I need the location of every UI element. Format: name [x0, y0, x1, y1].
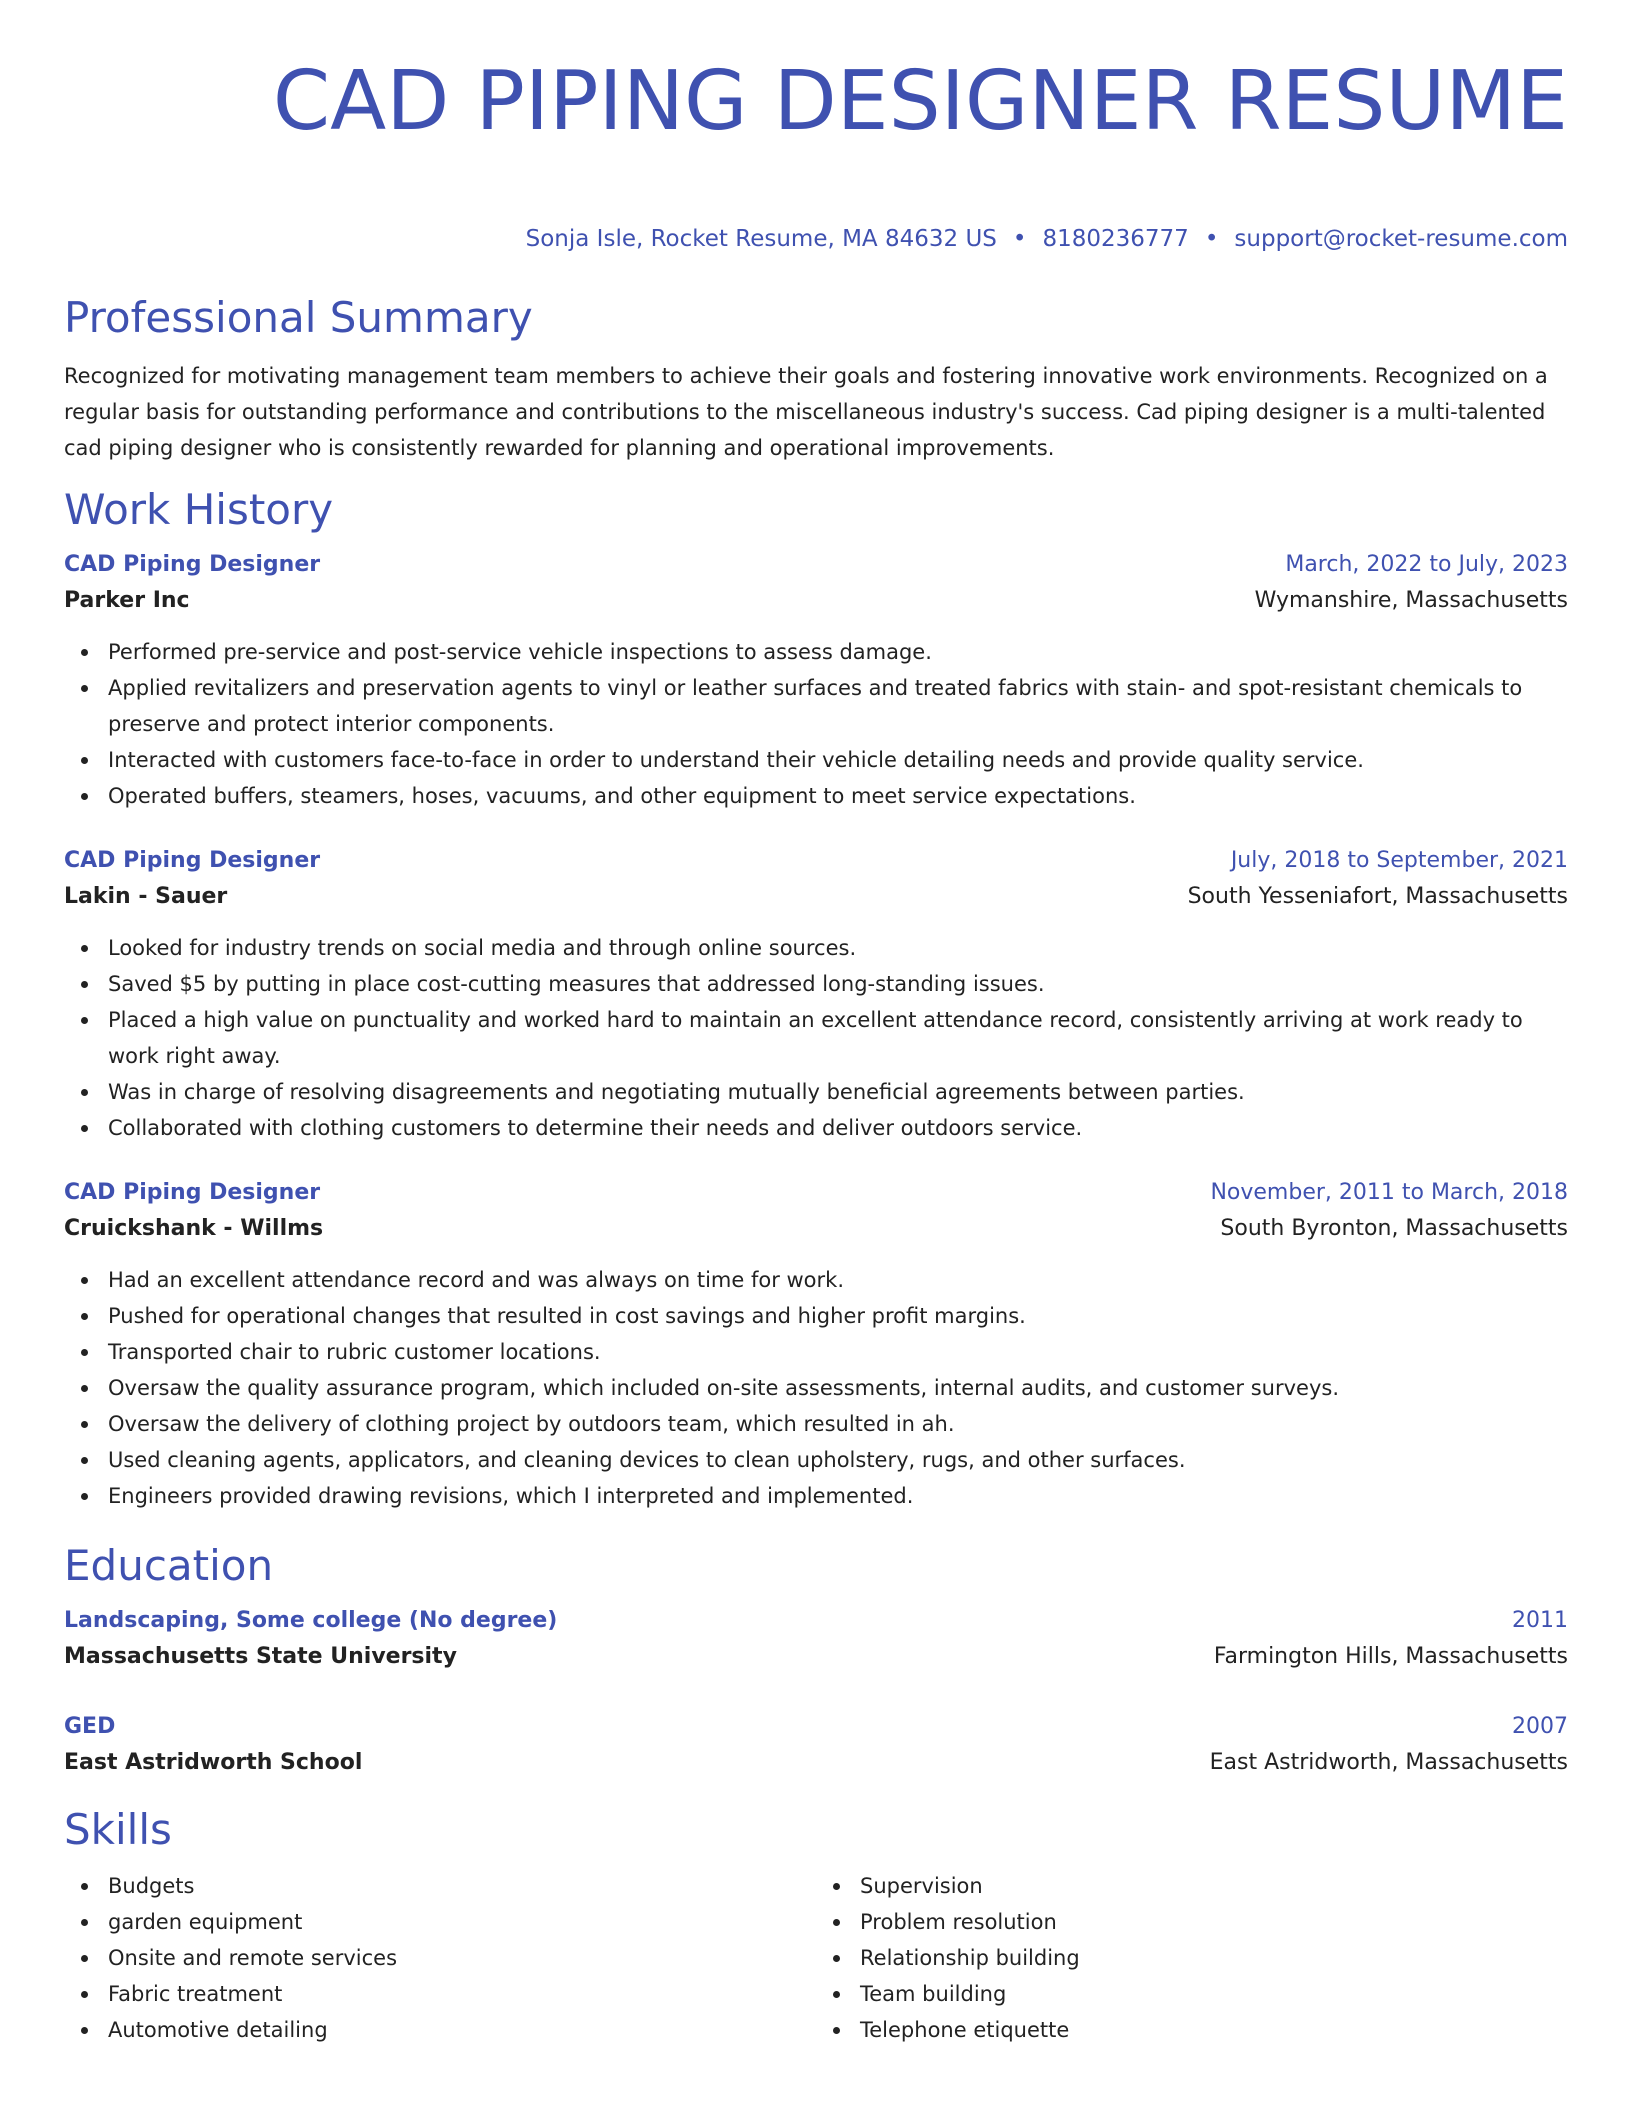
separator-dot: • [1204, 226, 1219, 252]
skill-item: garden equipment [108, 1904, 816, 1940]
education-school: East Astridworth School [64, 1750, 363, 1775]
list-item: Placed a high value on punctuality and worked hard to maintain an excellent attendance record, consistently arriving at work ready to work right away. [108, 1002, 1568, 1074]
skill-item: Problem resolution [860, 1904, 1568, 1940]
summary-text: Recognized for motivating management team members to achieve their goals and fostering innovative work environments. Recognized on a regular basis for outstanding performance and contributions to the miscellaneous industry's success. Cad piping designer is a multi-talented cad piping designer who is consistently rewarded for planning and operational improvements. [64, 364, 1548, 460]
skills-column-right [816, 1868, 1568, 2048]
skill-item: Onsite and remote services [108, 1940, 816, 1976]
list-item: Operated buffers, steamers, hoses, vacuums, and other equipment to meet service expectations. [108, 778, 1568, 814]
education-entry [64, 1710, 1568, 1782]
job-dates: March, 2022 to July, 2023 [1285, 552, 1568, 577]
education-school: Massachusetts State University [64, 1644, 457, 1669]
job-location: South Yesseniafort, Massachusetts [1187, 884, 1568, 909]
job-dates: November, 2011 to March, 2018 [1210, 1180, 1568, 1205]
skill-item: Team building [860, 1976, 1568, 2012]
job-bullets [64, 930, 1568, 1146]
skill-item: Budgets [108, 1868, 816, 1904]
job-bullets [64, 634, 1568, 814]
list-item: Performed pre-service and post-service vehicle inspections to assess damage. [108, 634, 1568, 670]
skill-item: Fabric treatment [108, 1976, 816, 2012]
skill-item: Telephone etiquette [860, 2012, 1568, 2048]
contact-line [64, 224, 1568, 254]
list-item: Had an excellent attendance record and was always on time for work. [108, 1262, 1568, 1298]
list-item: Pushed for operational changes that resulted in cost savings and higher profit margins. [108, 1298, 1568, 1334]
list-item: Applied revitalizers and preservation agents to vinyl or leather surfaces and treated fabrics with stain- and spot-resistant chemicals to preserve and protect interior components. [108, 670, 1568, 742]
education-year: 2007 [1512, 1714, 1568, 1739]
list-item: Transported chair to rubric customer locations. [108, 1334, 1568, 1370]
list-item: Saved $5 by putting in place cost-cutting measures that addressed long-standing issues. [108, 966, 1568, 1002]
list-item: Interacted with customers face-to-face in order to understand their vehicle detailing needs and provide quality service. [108, 742, 1568, 778]
skills-heading: Skills [64, 1805, 172, 1854]
job-entry [64, 1176, 1568, 1514]
job-location: South Byronton, Massachusetts [1220, 1216, 1568, 1241]
contact-phone: 8180236777 [1042, 226, 1189, 252]
work-history-heading: Work History [64, 485, 334, 534]
job-role: CAD Piping Designer [64, 1180, 321, 1205]
list-item: Engineers provided drawing revisions, which I interpreted and implemented. [108, 1478, 1568, 1514]
education-heading: Education [64, 1541, 274, 1590]
list-item: Was in charge of resolving disagreements and negotiating mutually beneficial agreements between parties. [108, 1074, 1568, 1110]
list-item: Oversaw the delivery of clothing project by outdoors team, which resulted in ah. [108, 1406, 1568, 1442]
skill-item: Supervision [860, 1868, 1568, 1904]
job-location: Wymanshire, Massachusetts [1254, 588, 1568, 613]
education-degree: Landscaping, Some college (No degree) [64, 1608, 558, 1633]
contact-email[interactable]: support@rocket-resume.com [1234, 226, 1568, 252]
skills-list [64, 1868, 1568, 2048]
education-entry [64, 1604, 1568, 1676]
contact-address: Sonja Isle, Rocket Resume, MA 84632 US [525, 226, 997, 252]
list-item: Looked for industry trends on social media and through online sources. [108, 930, 1568, 966]
job-role: CAD Piping Designer [64, 848, 321, 873]
skills-column-left [64, 1868, 816, 2048]
separator-dot: • [1012, 226, 1027, 252]
list-item: Oversaw the quality assurance program, which included on-site assessments, internal audits, and customer surveys. [108, 1370, 1568, 1406]
education-degree: GED [64, 1714, 116, 1739]
job-company: Lakin - Sauer [64, 884, 228, 909]
resume-title: CAD PIPING DESIGNER RESUME [272, 54, 1568, 149]
skill-item: Automotive detailing [108, 2012, 816, 2048]
job-dates: July, 2018 to September, 2021 [1230, 848, 1568, 873]
education-location: East Astridworth, Massachusetts [1209, 1750, 1568, 1775]
skill-item: Relationship building [860, 1940, 1568, 1976]
job-company: Parker Inc [64, 588, 190, 613]
job-entry [64, 844, 1568, 1146]
list-item: Used cleaning agents, applicators, and cleaning devices to clean upholstery, rugs, and other surfaces. [108, 1442, 1568, 1478]
job-role: CAD Piping Designer [64, 552, 321, 577]
education-year: 2011 [1512, 1608, 1568, 1633]
list-item: Collaborated with clothing customers to determine their needs and deliver outdoors service. [108, 1110, 1568, 1146]
education-location: Farmington Hills, Massachusetts [1213, 1644, 1568, 1669]
job-bullets [64, 1262, 1568, 1514]
summary-heading: Professional Summary [64, 293, 533, 342]
job-entry [64, 548, 1568, 814]
job-company: Cruickshank - Willms [64, 1216, 324, 1241]
